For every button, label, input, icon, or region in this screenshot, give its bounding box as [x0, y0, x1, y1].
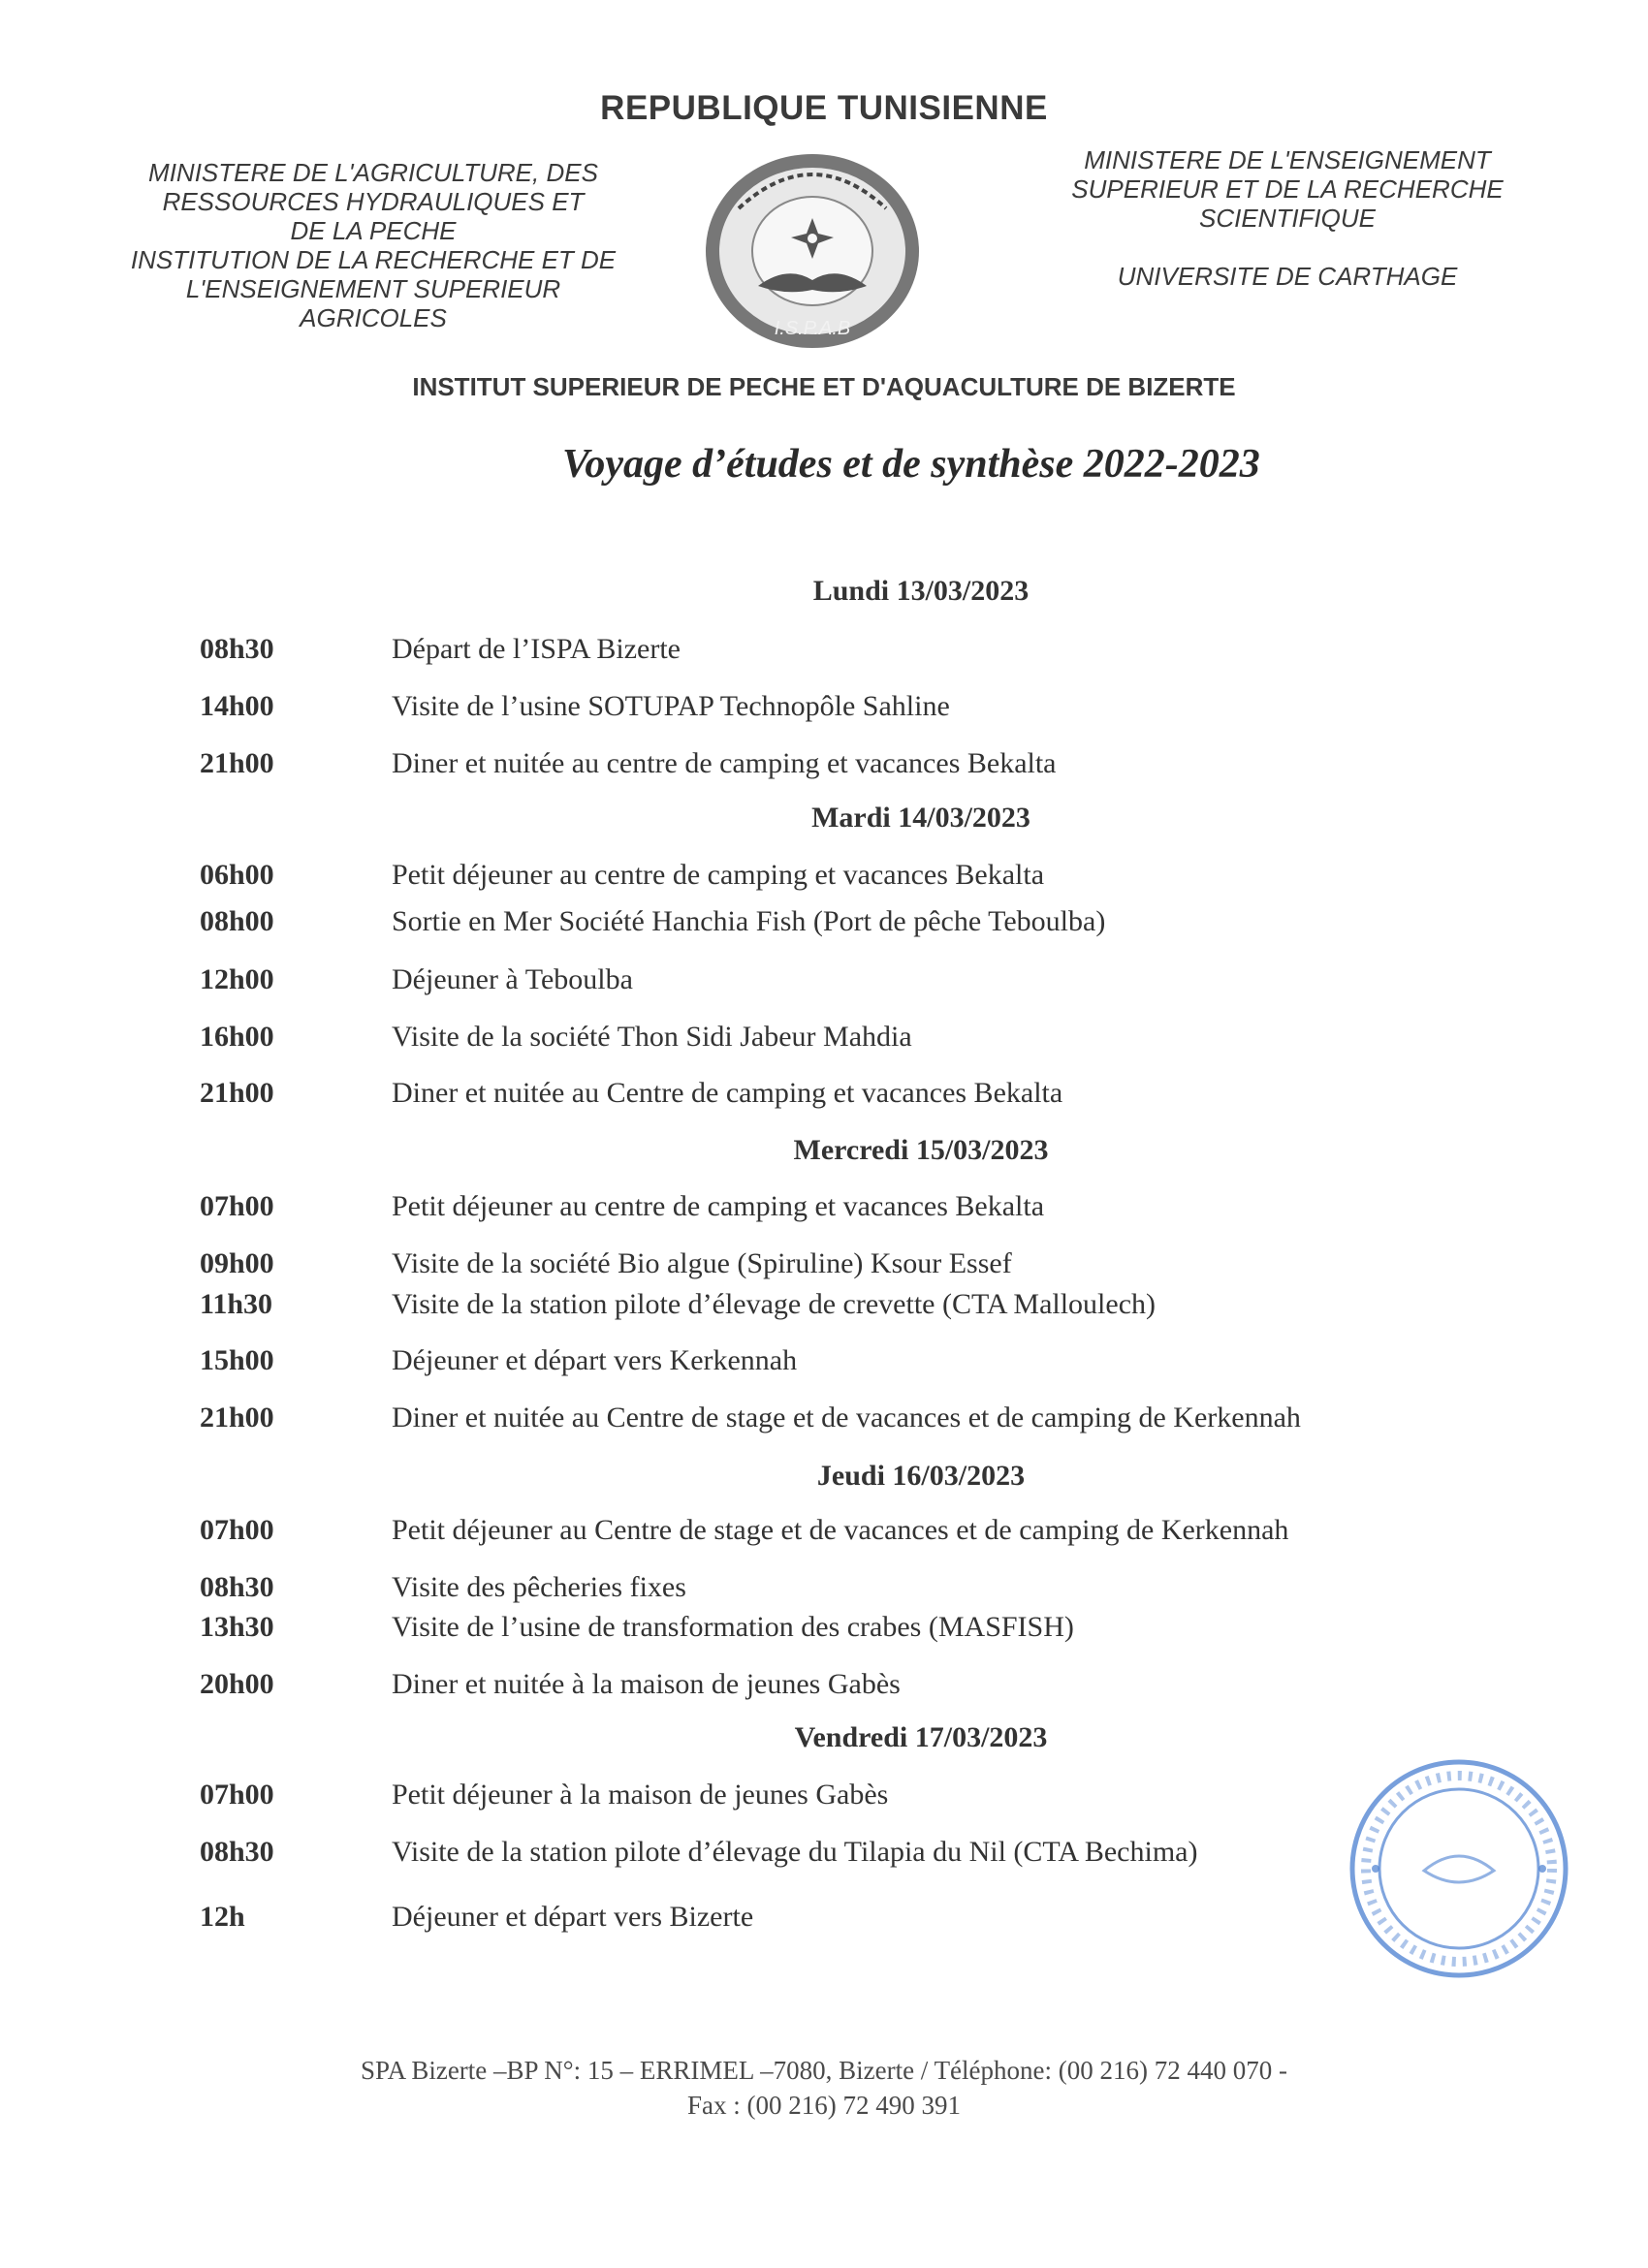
university-name: UNIVERSITE DE CARTHAGE	[1117, 262, 1458, 291]
schedule-time: 12h00	[200, 963, 274, 995]
schedule-time: 15h00	[200, 1344, 274, 1376]
schedule-time: 21h00	[200, 1402, 274, 1433]
day-heading: Mardi 14/03/2023	[811, 802, 1030, 834]
right-ministry-block	[1035, 145, 1539, 291]
day-heading: Mercredi 15/03/2023	[793, 1134, 1049, 1166]
left-ministry-line: INSTITUTION DE LA RECHERCHE ET DE	[130, 245, 617, 274]
schedule-time: 07h00	[200, 1190, 274, 1222]
schedule-activity: Visite de l’usine de transformation des crabes (MASFISH)	[392, 1611, 1074, 1643]
schedule-activity: Déjeuner et départ vers Kerkennah	[392, 1344, 798, 1376]
footer-line: SPA Bizerte –BP N°: 15 – ERRIMEL –7080, Bizerte / Téléphone: (00 216) 72 440 070 -	[361, 2056, 1287, 2085]
schedule-activity: Petit déjeuner au centre de camping et vacances Bekalta	[392, 1190, 1045, 1222]
left-ministry-line: L'ENSEIGNEMENT SUPERIEUR	[185, 274, 561, 303]
logo-text: I.S.P.A.B	[774, 318, 851, 339]
schedule-activity: Petit déjeuner à la maison de jeunes Gabès	[392, 1779, 889, 1811]
day-heading: Lundi 13/03/2023	[812, 575, 1030, 607]
schedule-time: 13h30	[200, 1611, 274, 1643]
institute-stamp	[1343, 1752, 1575, 1985]
schedule-activity: Diner et nuitée au Centre de camping et vacances Bekalta	[392, 1077, 1063, 1109]
schedule-time: 14h00	[200, 690, 274, 722]
schedule-time: 08h30	[200, 1836, 274, 1868]
schedule-activity: Diner et nuitée à la maison de jeunes Gabès	[392, 1668, 901, 1700]
schedule-activity: Diner et nuitée au Centre de stage et de vacances et de camping de Kerkennah	[392, 1402, 1301, 1433]
left-ministry-line: AGRICOLES	[300, 303, 447, 332]
day-heading: Vendredi 17/03/2023	[794, 1721, 1048, 1753]
schedule-time: 20h00	[200, 1668, 274, 1700]
schedule-time: 21h00	[200, 747, 274, 779]
schedule-activity: Diner et nuitée au centre de camping et vacances Bekalta	[392, 747, 1057, 779]
schedule-activity: Visite des pêcheries fixes	[392, 1571, 686, 1603]
schedule-activity: Déjeuner à Teboulba	[392, 963, 633, 995]
schedule-time: 11h30	[200, 1288, 273, 1320]
schedule-activity: Départ de l’ISPA Bizerte	[392, 633, 681, 665]
republic-heading: REPUBLIQUE TUNISIENNE	[600, 89, 1048, 127]
schedule-activity: Petit déjeuner au centre de camping et vacances Bekalta	[392, 859, 1045, 891]
schedule-activity: Sortie en Mer Société Hanchia Fish (Port de pêche Teboulba)	[392, 905, 1106, 937]
schedule-time: 08h00	[200, 905, 274, 937]
left-ministry-line: RESSOURCES HYDRAULIQUES ET	[162, 187, 585, 216]
ispab-logo	[700, 150, 925, 352]
schedule-activity: Petit déjeuner au Centre de stage et de vacances et de camping de Kerkennah	[392, 1514, 1289, 1546]
footer-contact	[0, 2053, 1648, 2123]
schedule-activity: Visite de la société Thon Sidi Jabeur Mahdia	[392, 1021, 912, 1053]
schedule-time: 12h	[200, 1901, 245, 1933]
schedule-time: 21h00	[200, 1077, 274, 1109]
schedule-time: 16h00	[200, 1021, 274, 1053]
left-ministry-line: DE LA PECHE	[290, 216, 457, 245]
schedule-time: 09h00	[200, 1247, 274, 1279]
schedule-time: 06h00	[200, 859, 274, 891]
schedule-activity: Visite de la société Bio algue (Spiruline) Ksour Essef	[392, 1247, 1012, 1279]
schedule-activity: Visite de la station pilote d’élevage du Tilapia du Nil (CTA Bechima)	[392, 1836, 1198, 1868]
institute-name: INSTITUT SUPERIEUR DE PECHE ET D'AQUACULTURE DE BIZERTE	[412, 372, 1236, 401]
schedule-time: 07h00	[200, 1514, 274, 1546]
schedule-time: 08h30	[200, 1571, 274, 1603]
right-ministry-line: MINISTERE DE L'ENSEIGNEMENT	[1084, 145, 1491, 174]
right-ministry-line: SCIENTIFIQUE	[1198, 204, 1376, 233]
schedule-activity: Visite de l’usine SOTUPAP Technopôle Sahline	[392, 690, 950, 722]
schedule-activity: Visite de la station pilote d’élevage de crevette (CTA Malloulech)	[392, 1288, 1157, 1320]
left-ministry-line: MINISTERE DE L'AGRICULTURE, DES	[148, 158, 598, 187]
schedule-time: 07h00	[200, 1779, 274, 1811]
document-title: Voyage d’études et de synthèse 2022-2023	[562, 442, 1260, 487]
schedule-time: 08h30	[200, 633, 274, 665]
schedule-activity: Déjeuner et départ vers Bizerte	[392, 1901, 754, 1933]
left-ministry-block	[111, 158, 635, 332]
footer-line: Fax : (00 216) 72 490 391	[687, 2091, 961, 2120]
right-ministry-line: SUPERIEUR ET DE LA RECHERCHE	[1071, 174, 1504, 204]
day-heading: Jeudi 16/03/2023	[816, 1460, 1026, 1492]
